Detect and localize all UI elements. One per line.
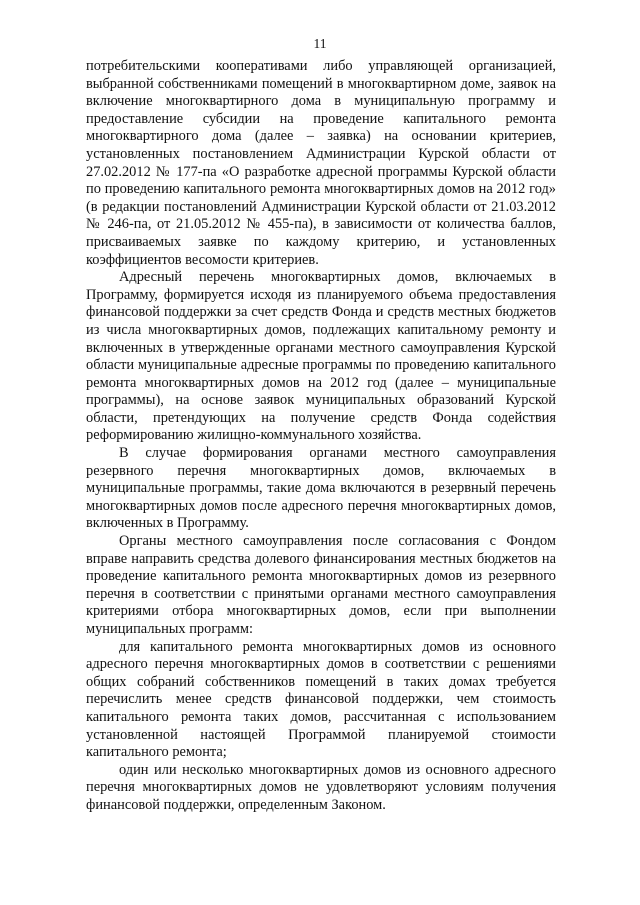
page-number: 11 <box>313 36 327 51</box>
paragraph-reserve-list: В случае формирования органами местного самоуправления резервного перечня многоквартирных домов, включаемых в муниципальные программы, такие дома включаются в резервный перечень многоквартирных домов после адресного перечня многоквартирных домов, включенных в Программу. <box>86 445 556 532</box>
paragraph-local-authorities: Органы местного самоуправления после согласования с Фондом вправе направить средства долевого финансирования местных бюджетов на проведение капитального ремонта многоквартирных домов из резервного перечня в соответствии с принятыми органами местного самоуправления критериями отбора многоквартирных домов, если при выполнении муниципальных программ: <box>86 533 556 637</box>
paragraph-address-list: Адресный перечень многоквартирных домов, включаемых в Программу, формируется исходя из планируемого объема предоставления финансовой поддержки за счет средств Фонда и средств местных бюджетов из числа многоквартирных домов, подлежащих капитальному ремонту и включенных в утвержденные органами местного самоуправления Курской области муниципальные адресные программы по проведению капитального ремонта многоквартирных домов на 2012 год (далее – муниципальные программы), на основе заявок муниципальных образований Курской области, претендующих на получение средств Фонда содействия реформированию жилищно-коммунального хозяйства. <box>86 269 556 444</box>
paragraph-1-continued: потребительскими кооперативами либо управляющей организацией, выбранной собственниками помещений в многоквартирном доме, заявок на включение многоквартирного дома в муниципальную программу и предоставление субсидии на проведение капитального ремонта многоквартирного дома (далее – заявка) на основании критериев, установленных постановлением Администрации Курской области от 27.02.2012 № 177-па «О разработке адресной программы Курской области по проведению капитального ремонта многоквартирных домов на 2012 год» (в редакции постановлений Администрации Курской области от 21.03.2012 № 246-па, от 21.05.2012 № 455-па), в зависимости от количества баллов, присваиваемых заявке по каждому критерию, и установленных коэффициентов весомости критериев. <box>86 58 556 268</box>
paragraph-condition-1: для капитального ремонта многоквартирных домов из основного адресного перечня многоквартирных домов в соответствии с решениями общих собраний собственников помещений в таких домах требуется перечислить менее средств финансовой поддержки, чем стоимость капитального ремонта таких домов, рассчитанная с использованием установленной настоящей Программой планируемой стоимости капитального ремонта; <box>86 638 556 761</box>
paragraph-condition-2: один или несколько многоквартирных домов из основного адресного перечня многоквартирных домов не удовлетворяют условиям получения финансовой поддержки, определенным Законом. <box>86 761 556 813</box>
document-body <box>86 58 556 815</box>
